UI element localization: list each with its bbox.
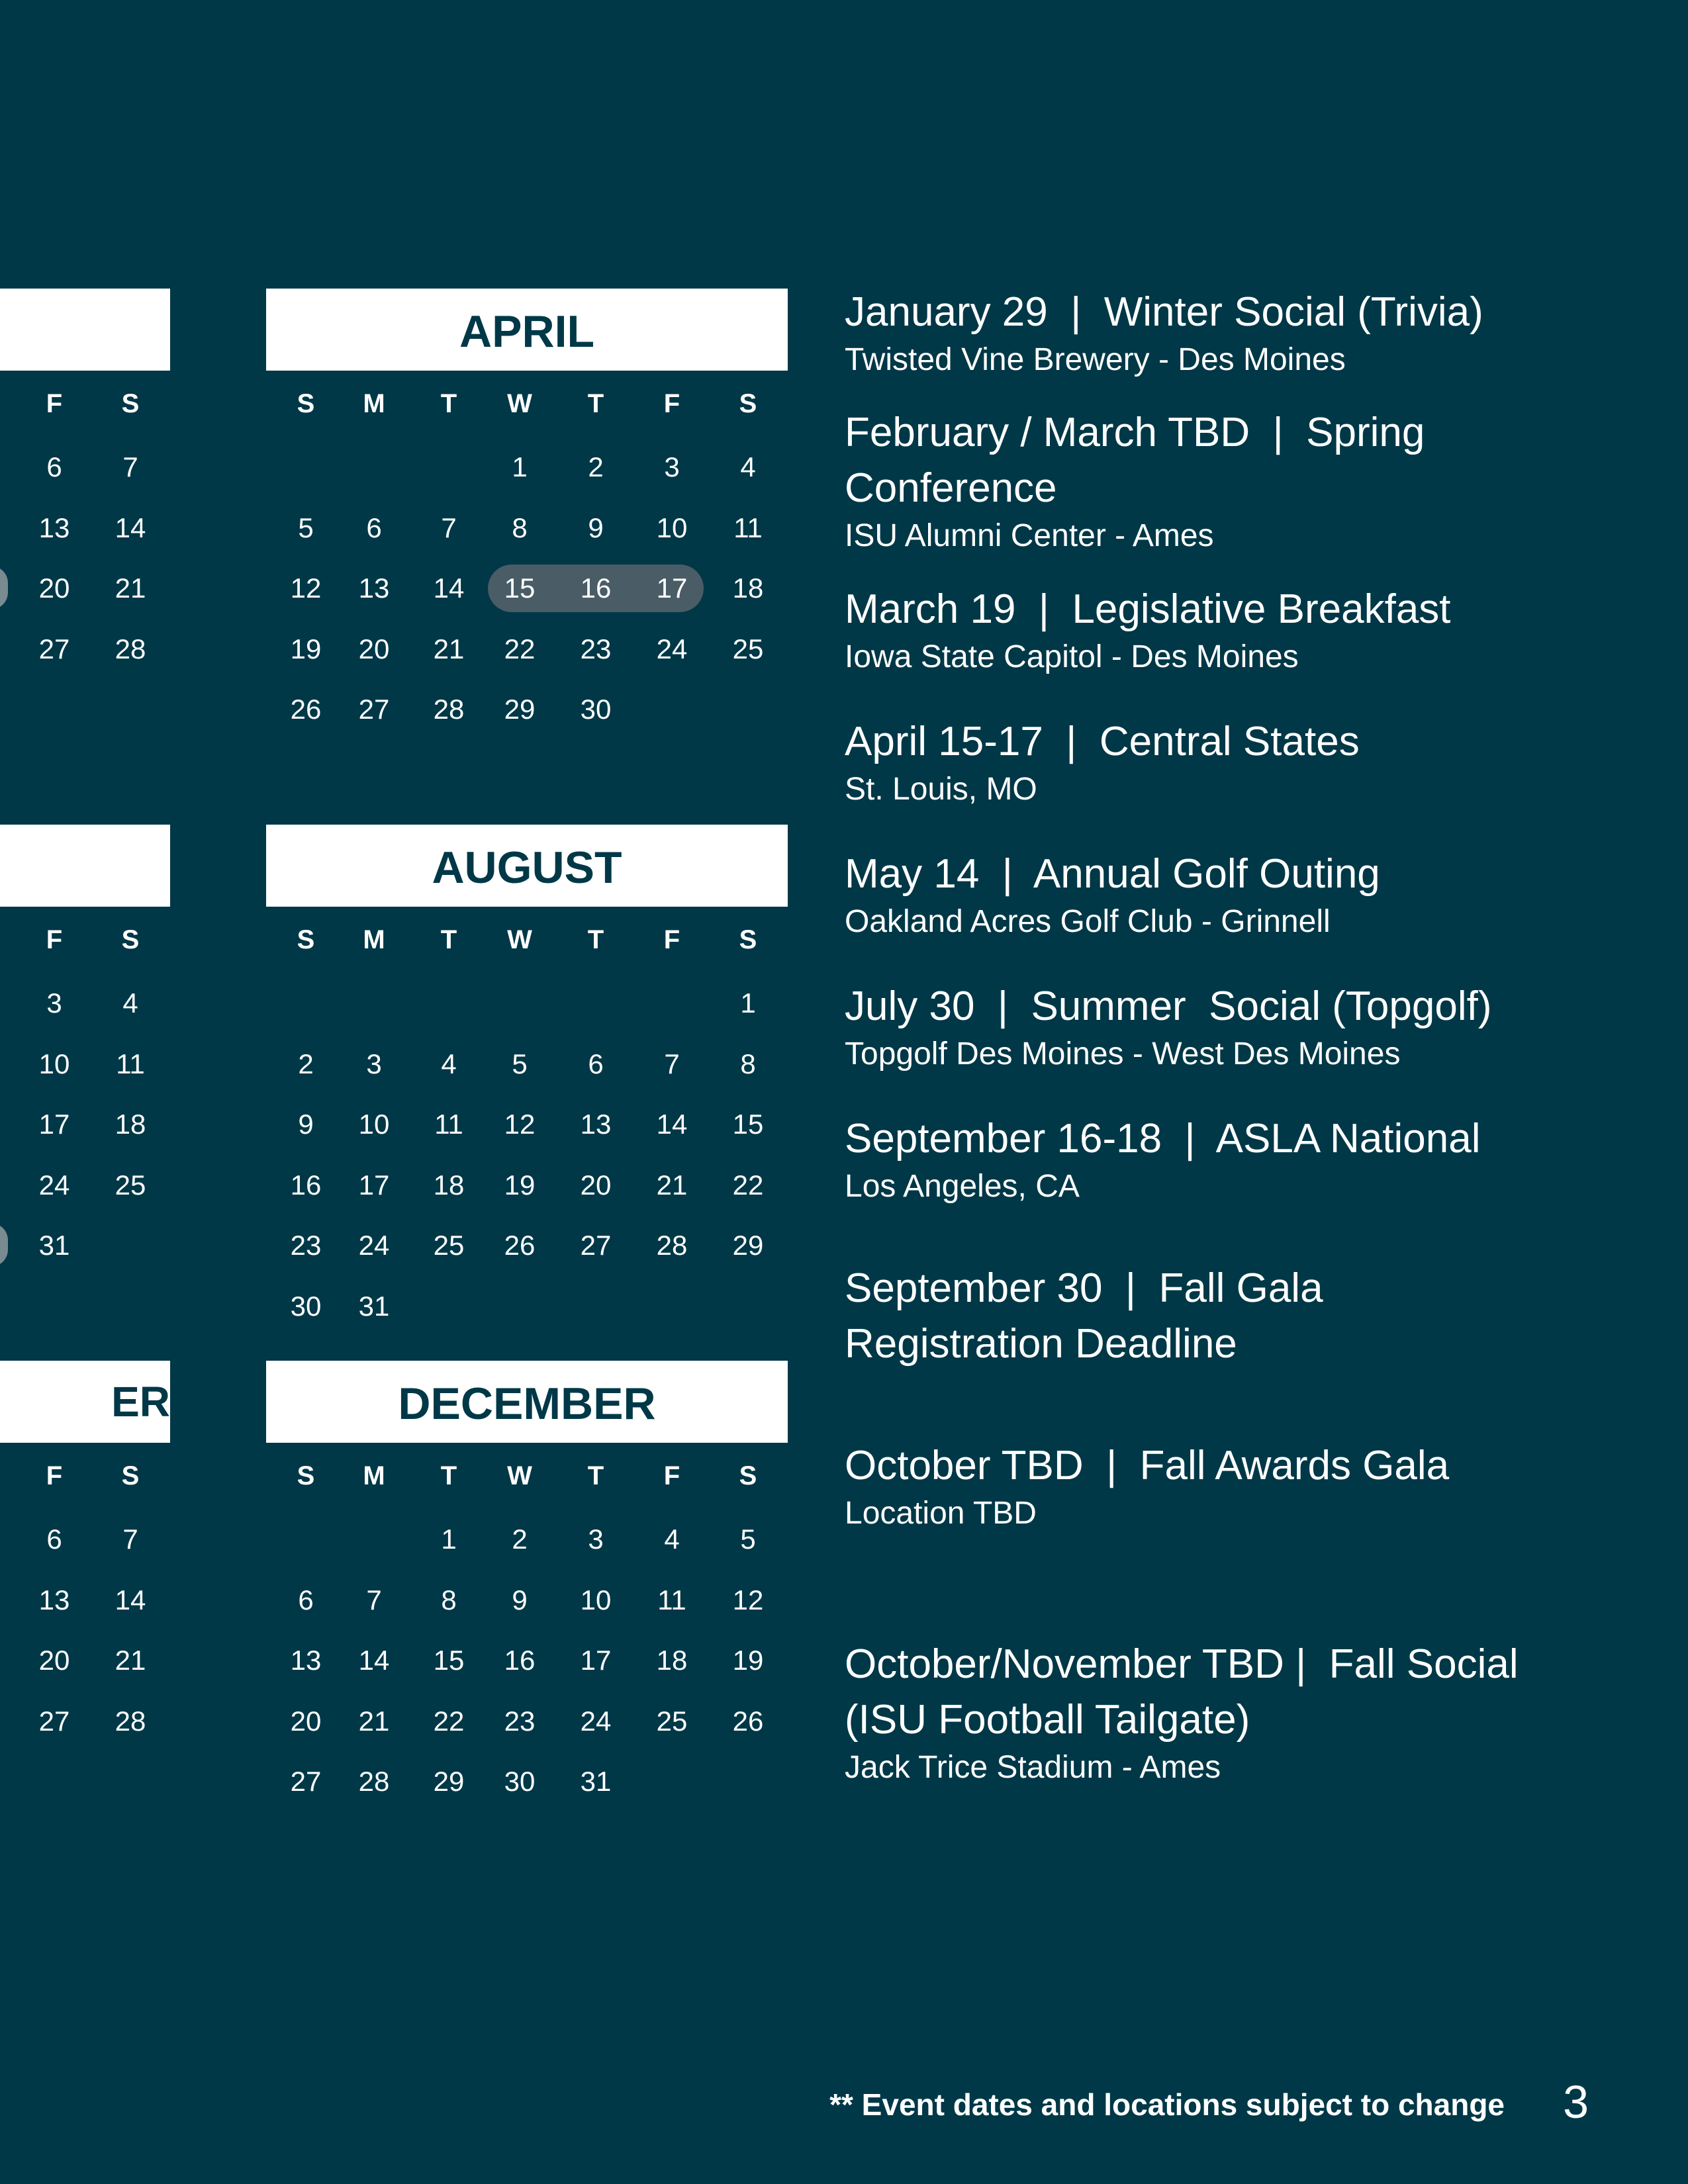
day-cell: 19 bbox=[504, 1169, 536, 1201]
day-cell: 5 bbox=[512, 1048, 528, 1079]
week-row bbox=[0, 973, 170, 1034]
day-cell: 21 bbox=[656, 1169, 688, 1201]
day-cell: 27 bbox=[38, 1705, 70, 1737]
day-cell: 11 bbox=[116, 1048, 145, 1079]
day-cell: 18 bbox=[115, 1109, 146, 1140]
event-location: Oakland Acres Golf Club - Grinnell bbox=[845, 904, 1331, 939]
week-row bbox=[0, 1570, 170, 1631]
weekday-label: T bbox=[440, 925, 457, 954]
day-cell: 27 bbox=[358, 694, 390, 725]
day-cell: 14 bbox=[115, 1584, 146, 1615]
day-cell: 8 bbox=[512, 512, 528, 543]
weekday-label: S bbox=[297, 925, 315, 954]
day-cell: 24 bbox=[580, 1705, 612, 1737]
day-cell: 10 bbox=[580, 1584, 612, 1615]
day-cell: 14 bbox=[115, 512, 146, 543]
day-cell: 2 bbox=[298, 1048, 314, 1079]
day-cell: 4 bbox=[441, 1048, 457, 1079]
event-location: St. Louis, MO bbox=[845, 772, 1037, 807]
week-row bbox=[0, 437, 170, 498]
event-title: September 16-18 | ASLA National bbox=[845, 1116, 1481, 1161]
weekday-label: T bbox=[440, 389, 457, 418]
week-row bbox=[0, 1155, 170, 1216]
day-cell: 10 bbox=[38, 1048, 70, 1079]
partial-calendar bbox=[0, 289, 170, 679]
calendar-april bbox=[266, 289, 788, 740]
month-header: AUGUST bbox=[266, 825, 788, 907]
day-cell: 21 bbox=[115, 1645, 146, 1676]
day-cell: 26 bbox=[290, 694, 322, 725]
day-cell: 9 bbox=[588, 512, 604, 543]
day-cell: 3 bbox=[366, 1048, 382, 1079]
weekday-label: T bbox=[587, 925, 604, 954]
weekday-label: W bbox=[507, 1461, 532, 1490]
event-item bbox=[845, 979, 1665, 1074]
day-cell: 8 bbox=[441, 1584, 457, 1615]
day-cell: 13 bbox=[38, 1584, 70, 1615]
weekday-label: F bbox=[46, 925, 63, 954]
week-row bbox=[0, 1691, 170, 1752]
week-row bbox=[266, 1509, 788, 1570]
event-location: Topgolf Des Moines - West Des Moines bbox=[845, 1036, 1401, 1071]
event-date-highlight bbox=[0, 1223, 8, 1267]
day-cell: 10 bbox=[358, 1109, 390, 1140]
day-cell: 14 bbox=[358, 1645, 390, 1676]
weekday-label: M bbox=[363, 1461, 385, 1490]
day-cell: 25 bbox=[656, 1705, 688, 1737]
event-title: May 14 | Annual Golf Outing bbox=[845, 851, 1380, 897]
day-cell: 9 bbox=[298, 1109, 314, 1140]
month-header bbox=[0, 1361, 170, 1443]
week-row bbox=[0, 1094, 170, 1155]
weekday-label: F bbox=[46, 1461, 63, 1490]
day-cell: 15 bbox=[433, 1645, 465, 1676]
week-row bbox=[266, 1751, 788, 1812]
day-cell: 16 bbox=[580, 572, 612, 604]
event-item bbox=[845, 285, 1665, 380]
day-cell: 25 bbox=[732, 633, 764, 664]
month-header-fragment: ER bbox=[111, 1378, 170, 1426]
weekday-header-row bbox=[0, 371, 170, 437]
day-cell: 15 bbox=[732, 1109, 764, 1140]
day-cell: 25 bbox=[433, 1230, 465, 1261]
event-location: Jack Trice Stadium - Ames bbox=[845, 1750, 1221, 1785]
day-cell: 16 bbox=[290, 1169, 322, 1201]
weekday-label: T bbox=[440, 1461, 457, 1490]
day-cell: 17 bbox=[656, 572, 688, 604]
day-cell: 11 bbox=[733, 512, 763, 543]
weekday-label: M bbox=[363, 389, 385, 418]
event-title: September 30 | Fall Gala Registration Deadline bbox=[845, 1265, 1335, 1367]
event-item bbox=[845, 846, 1665, 942]
day-cell: 26 bbox=[732, 1705, 764, 1737]
weekday-label: S bbox=[739, 1461, 757, 1490]
day-cell: 30 bbox=[504, 1766, 536, 1797]
day-cell: 11 bbox=[434, 1109, 463, 1140]
day-cell: 18 bbox=[732, 572, 764, 604]
day-cell: 11 bbox=[657, 1584, 686, 1615]
weekday-header-row bbox=[266, 907, 788, 973]
day-cell: 3 bbox=[588, 1524, 604, 1555]
day-cell: 16 bbox=[504, 1645, 536, 1676]
weekday-label: S bbox=[121, 389, 140, 418]
week-row bbox=[266, 498, 788, 559]
day-cell: 4 bbox=[664, 1524, 680, 1555]
day-cell: 25 bbox=[115, 1169, 146, 1201]
weekday-label: F bbox=[663, 925, 680, 954]
day-cell: 7 bbox=[664, 1048, 680, 1079]
day-cell: 31 bbox=[580, 1766, 612, 1797]
day-cell: 7 bbox=[122, 451, 138, 482]
event-title: January 29 | Winter Social (Trivia) bbox=[845, 289, 1483, 335]
week-row bbox=[266, 1034, 788, 1095]
day-cell: 13 bbox=[358, 572, 390, 604]
day-cell: 24 bbox=[358, 1230, 390, 1261]
day-cell: 5 bbox=[298, 512, 314, 543]
weekday-label: S bbox=[297, 1461, 315, 1490]
event-location: ISU Alumni Center - Ames bbox=[845, 518, 1214, 553]
partial-calendar bbox=[0, 825, 170, 1276]
week-row bbox=[266, 619, 788, 680]
day-cell: 6 bbox=[366, 512, 382, 543]
day-cell: 22 bbox=[504, 633, 536, 664]
day-cell: 26 bbox=[504, 1230, 536, 1261]
day-cell: 18 bbox=[656, 1645, 688, 1676]
day-cell: 8 bbox=[740, 1048, 756, 1079]
day-cell: 27 bbox=[38, 633, 70, 664]
day-cell: 12 bbox=[290, 572, 322, 604]
day-cell: 13 bbox=[290, 1645, 322, 1676]
day-cell: 2 bbox=[588, 451, 604, 482]
day-cell: 15 bbox=[504, 572, 536, 604]
day-cell: 13 bbox=[580, 1109, 612, 1140]
week-row bbox=[0, 498, 170, 559]
weekday-label: F bbox=[663, 389, 680, 418]
day-cell: 6 bbox=[46, 451, 62, 482]
day-cell: 7 bbox=[122, 1524, 138, 1555]
day-cell: 14 bbox=[433, 572, 465, 604]
week-row bbox=[0, 1630, 170, 1691]
week-row bbox=[0, 1034, 170, 1095]
day-cell: 9 bbox=[512, 1584, 528, 1615]
day-cell: 20 bbox=[38, 1645, 70, 1676]
event-item bbox=[845, 1261, 1440, 1372]
footer-note: ** Event dates and locations subject to change bbox=[829, 2087, 1505, 2122]
day-cell: 31 bbox=[38, 1230, 70, 1261]
day-cell: 28 bbox=[433, 694, 465, 725]
event-title: March 19 | Legislative Breakfast bbox=[845, 586, 1451, 632]
day-cell: 20 bbox=[358, 633, 390, 664]
event-location: Twisted Vine Brewery - Des Moines bbox=[845, 342, 1346, 377]
day-cell: 6 bbox=[588, 1048, 604, 1079]
week-row bbox=[266, 973, 788, 1034]
day-cell: 21 bbox=[358, 1705, 390, 1737]
day-cell: 21 bbox=[433, 633, 465, 664]
calendar-august bbox=[266, 825, 788, 1336]
day-cell: 14 bbox=[656, 1109, 688, 1140]
week-row bbox=[266, 1570, 788, 1631]
day-cell: 27 bbox=[290, 1766, 322, 1797]
day-cell: 13 bbox=[38, 512, 70, 543]
day-cell: 19 bbox=[290, 633, 322, 664]
day-cell: 28 bbox=[656, 1230, 688, 1261]
day-cell: 20 bbox=[290, 1705, 322, 1737]
day-cell: 20 bbox=[38, 572, 70, 604]
day-cell: 3 bbox=[664, 451, 680, 482]
day-cell: 7 bbox=[441, 512, 457, 543]
week-row bbox=[0, 558, 170, 619]
weekday-label: M bbox=[363, 925, 385, 954]
weekday-header-row bbox=[266, 1443, 788, 1509]
week-row bbox=[0, 1215, 170, 1276]
event-item bbox=[845, 1637, 1606, 1788]
week-row bbox=[266, 1630, 788, 1691]
week-row bbox=[266, 1094, 788, 1155]
day-cell: 1 bbox=[740, 987, 756, 1019]
week-row bbox=[266, 1691, 788, 1752]
event-item bbox=[845, 1438, 1665, 1533]
week-row bbox=[266, 679, 788, 740]
day-cell: 12 bbox=[504, 1109, 536, 1140]
weekday-label: S bbox=[739, 925, 757, 954]
day-cell: 17 bbox=[358, 1169, 390, 1201]
day-cell: 4 bbox=[740, 451, 756, 482]
day-cell: 22 bbox=[433, 1705, 465, 1737]
week-row bbox=[266, 1276, 788, 1337]
weekday-label: F bbox=[663, 1461, 680, 1490]
week-row bbox=[0, 1509, 170, 1570]
event-date-highlight bbox=[0, 566, 8, 610]
day-cell: 6 bbox=[46, 1524, 62, 1555]
day-cell: 3 bbox=[46, 987, 62, 1019]
event-title: October/November TBD | Fall Social (ISU Football Tailgate) bbox=[845, 1641, 1530, 1743]
day-cell: 28 bbox=[115, 633, 146, 664]
month-header bbox=[0, 825, 170, 907]
week-row bbox=[266, 1215, 788, 1276]
day-cell: 22 bbox=[732, 1169, 764, 1201]
weekday-label: T bbox=[587, 389, 604, 418]
event-item bbox=[845, 405, 1507, 556]
day-cell: 20 bbox=[580, 1169, 612, 1201]
event-title: October TBD | Fall Awards Gala bbox=[845, 1443, 1450, 1488]
day-cell: 29 bbox=[732, 1230, 764, 1261]
day-cell: 7 bbox=[366, 1584, 382, 1615]
day-cell: 1 bbox=[441, 1524, 457, 1555]
event-item bbox=[845, 714, 1665, 809]
day-cell: 23 bbox=[504, 1705, 536, 1737]
day-cell: 24 bbox=[38, 1169, 70, 1201]
day-cell: 4 bbox=[122, 987, 138, 1019]
month-header bbox=[0, 289, 170, 371]
day-cell: 30 bbox=[580, 694, 612, 725]
event-location: Los Angeles, CA bbox=[845, 1169, 1080, 1204]
day-cell: 23 bbox=[290, 1230, 322, 1261]
weekday-header-row bbox=[266, 371, 788, 437]
day-cell: 12 bbox=[732, 1584, 764, 1615]
weekday-label: S bbox=[739, 389, 757, 418]
weekday-label: F bbox=[46, 389, 63, 418]
day-cell: 18 bbox=[433, 1169, 465, 1201]
event-item bbox=[845, 1111, 1665, 1206]
day-cell: 1 bbox=[512, 451, 528, 482]
day-cell: 28 bbox=[358, 1766, 390, 1797]
partial-calendar bbox=[0, 1361, 170, 1751]
event-item bbox=[845, 582, 1665, 677]
day-cell: 17 bbox=[580, 1645, 612, 1676]
week-row bbox=[0, 619, 170, 680]
day-cell: 17 bbox=[38, 1109, 70, 1140]
weekday-label: W bbox=[507, 389, 532, 418]
weekday-label: S bbox=[121, 925, 140, 954]
month-header: DECEMBER bbox=[266, 1361, 788, 1443]
weekday-label: W bbox=[507, 925, 532, 954]
event-title: April 15-17 | Central States bbox=[845, 719, 1360, 764]
weekday-label: S bbox=[297, 389, 315, 418]
day-cell: 31 bbox=[358, 1290, 390, 1322]
page-number: 3 bbox=[1563, 2076, 1589, 2128]
day-cell: 29 bbox=[504, 694, 536, 725]
week-row bbox=[266, 1155, 788, 1216]
day-cell: 24 bbox=[656, 633, 688, 664]
day-cell: 21 bbox=[115, 572, 146, 604]
weekday-label: S bbox=[121, 1461, 140, 1490]
day-cell: 10 bbox=[656, 512, 688, 543]
month-header: APRIL bbox=[266, 289, 788, 371]
event-location: Location TBD bbox=[845, 1496, 1037, 1531]
weekday-label: T bbox=[587, 1461, 604, 1490]
day-cell: 30 bbox=[290, 1290, 322, 1322]
event-title: July 30 | Summer Social (Topgolf) bbox=[845, 983, 1492, 1029]
calendar-december bbox=[266, 1361, 788, 1812]
day-cell: 2 bbox=[512, 1524, 528, 1555]
day-cell: 28 bbox=[115, 1705, 146, 1737]
event-title: February / March TBD | Spring Conference bbox=[845, 410, 1436, 511]
week-row bbox=[266, 558, 788, 619]
weekday-header-row bbox=[0, 1443, 170, 1509]
event-location: Iowa State Capitol - Des Moines bbox=[845, 639, 1299, 674]
weekday-header-row bbox=[0, 907, 170, 973]
day-cell: 29 bbox=[433, 1766, 465, 1797]
day-cell: 6 bbox=[298, 1584, 314, 1615]
day-cell: 5 bbox=[740, 1524, 756, 1555]
day-cell: 23 bbox=[580, 633, 612, 664]
week-row bbox=[266, 437, 788, 498]
day-cell: 27 bbox=[580, 1230, 612, 1261]
day-cell: 19 bbox=[732, 1645, 764, 1676]
